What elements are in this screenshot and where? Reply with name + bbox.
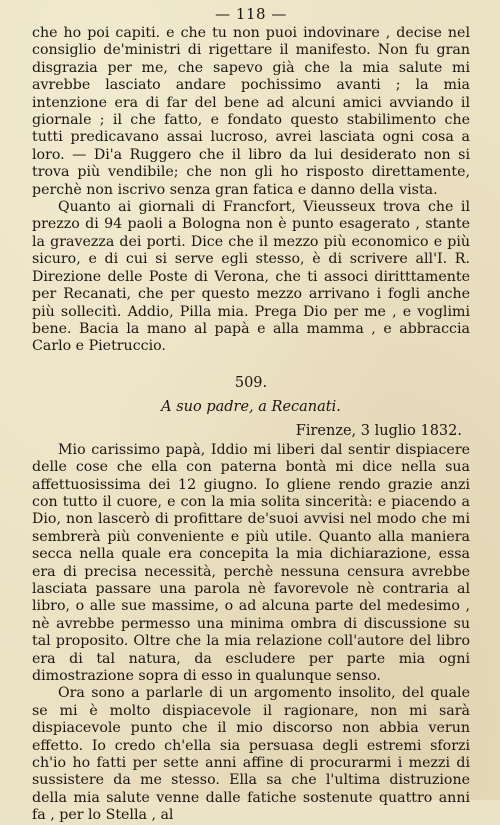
prev-letter-paragraph: che ho poi capiti. e che tu non puoi indovinare , decise nel consiglio de'ministri di rigettare il manifesto. Non fu gran disgrazia per me, che sapevo già che la mia salute mi avrebbe lasciato andare pochissimo avanti ; la mia intenzione era di far del bene ad alcuni amici avviando il giornale ; il che fatto, e fondato questo stabilimento che tutti predicavano assai lucroso, avrei lasciata ogni cosa a loro. — Di'a Ruggero che il libro da lui desiderato non si trova più vendibile; che non gli ho risposto direttamente, perchè non iscrivo senza gran fatica e danno della vista.: [32, 25, 470, 198]
letter-paragraph: Ora sono a parlarle di un argomento insolito, del quale se mi è molto dispiacevole il ragionare, non mi sarà dispiacevole punto che il mio discorso non abbia verun effetto. Io credo ch'ella sia persuasa degli estremi sforzi ch'io ho fatti per sette anni affine di procurarmi i mezzi di sussistere da me stesso. Ella sa che l'ultima distruzione della mia salute venne dalle fatiche sostenute quattro anni fa , per lo Stella , al: [32, 685, 470, 824]
letter-number: 509.: [234, 374, 268, 391]
letter-paragraph: Mio carissimo papà, Iddio mi liberi dal sentir dispiacere delle cose che ella con paterna bontà mi dice nella sua affettuosissima dei 12 giugno. Io gliene rendo grazie anzi con tutto il cuore, e con la mia solita sincerità: e piacendo a Dio, non lascerò di profittare de'suoi avvisi nel modo che mi sembrerà più conveniente e più utile. Quanto alla maniera secca nella quale era concepita la mia dichiarazione, essa era di precisa necessità, perchè nessuna censura avrebbe lasciata passare una parola nè favorevole nè contraria al libro, o alle sue massime, o ad alcuna parte del medesimo , nè avrebbe permesso una minima ombra di discussione su tal proposito. Oltre che la mia relazione coll'autore del libro era di tal natura, da escludere per parte mia ogni dimostrazione sopra di esso in qualunque senso.: [32, 441, 470, 684]
prev-letter-paragraph: Quanto ai giornali di Francfort, Vieusseux trova che il prezzo di 94 paoli a Bologna non è punto esagerato , stante la gravezza dei porti. Dice che il mezzo più economico e più sicuro, e di cui si serve egli stesso, è di scrivere all'I. R. Direzione delle Poste di Verona, che ti associ diritttamente per Recanati, che per questo mezzo arrivano i fogli anche più sollecitì. Addio, Pilla mia. Prega Dio per me , e voglimi bene. Bacia la mano al papà e alla mamma , e abbraccia Carlo e Pietruccio.: [32, 199, 470, 355]
page-number: — 118 —: [215, 5, 287, 23]
letter-dateline: Firenze, 3 luglio 1832.: [295, 422, 462, 439]
letter-heading: A suo padre, a Recanati.: [161, 398, 341, 415]
